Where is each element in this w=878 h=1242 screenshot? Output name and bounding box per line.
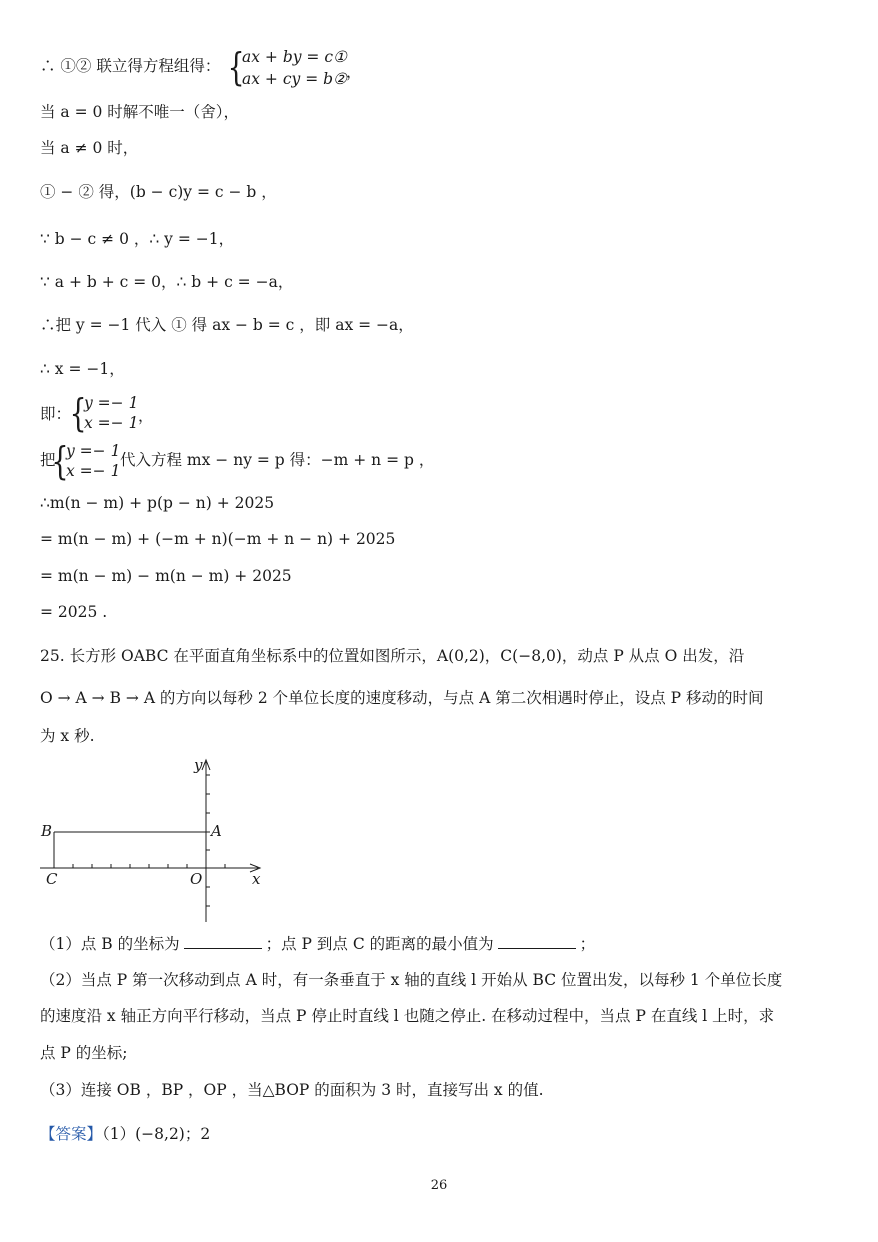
solution-line-12: = m(n − m) + (−m + n)(−m + n − n) + 2025: [40, 530, 396, 548]
y-axis-ticks: [206, 775, 210, 906]
solution-line-3: 当 a ≠ 0 时，: [40, 139, 139, 157]
system1-eq1: ax + by = c①: [242, 48, 347, 66]
answer-blank-1: [184, 933, 262, 949]
system2-suffix: ，: [138, 407, 154, 425]
solution-line-7: ∴把 y = −1 代入 ① 得 ax − b = c ，即 ax = −a，: [40, 316, 414, 334]
solution-line-13: = m(n − m) − m(n − m) + 2025: [40, 567, 292, 585]
label-B: B: [41, 822, 53, 840]
part-1: [40, 933, 595, 954]
system2-eq2: x =− 1: [84, 414, 139, 432]
left-brace-icon: {: [69, 391, 87, 435]
part1-text-c: ；: [579, 935, 596, 953]
label-A: A: [211, 822, 222, 840]
equation-system-2: [70, 392, 160, 438]
part1-text-a: （1）点 B 的坐标为: [40, 935, 180, 953]
x-axis-ticks: [54, 864, 225, 868]
question-25-line-2: O → A → B → A 的方向以每秒 2 个单位长度的速度移动，与点 A 第二次相遇时停止，设点 P 移动的时间: [40, 689, 764, 707]
part-3: （3）连接 OB ，BP ，OP ，当△BOP 的面积为 3 时，直接写出 x 的值.: [40, 1081, 544, 1099]
part-2-line-1: （2）当点 P 第一次移动到点 A 时，有一条垂直于 x 轴的直线 l 开始从 BC 位置出发，以每秒 1 个单位长度: [40, 971, 783, 989]
label-C: C: [46, 870, 58, 888]
system1-suffix: ，: [346, 63, 362, 81]
answer-blank-2: [498, 933, 576, 949]
question-25-line-3: 为 x 秒.: [40, 727, 95, 745]
equation-system-3: [52, 440, 122, 486]
system3-eq1: y =− 1: [66, 442, 121, 460]
part1-text-b: ；点 P 到点 C 的距离的最小值为: [265, 935, 494, 953]
coordinate-figure-svg: [38, 758, 268, 928]
answer-line: [40, 1124, 210, 1144]
label-y: y: [194, 756, 203, 774]
line9-prefix: 即：: [40, 405, 72, 423]
label-O: O: [190, 870, 203, 888]
part-2-line-3: 点 P 的坐标;: [40, 1044, 128, 1062]
solution-line-6: ∵ a + b + c = 0，∴ b + c = −a，: [40, 273, 294, 291]
solution-line-8: ∴ x = −1，: [40, 360, 125, 378]
left-brace-icon: {: [227, 45, 245, 89]
left-brace-icon: {: [51, 439, 69, 483]
part-2-line-2: 的速度沿 x 轴正方向平行移动，当点 P 停止时直线 l 也随之停止. 在移动过程中，当点 P 在直线 l 上时，求: [40, 1007, 775, 1025]
coordinate-figure: [38, 758, 268, 928]
solution-line-10-suffix: 代入方程 mx − ny = p 得：−m + n = p ，: [120, 451, 435, 469]
question-25-line-1: 25. 长方形 OABC 在平面直角坐标系中的位置如图所示，A(0,2)，C(−8,0)，动点 P 从点 O 出发，沿: [40, 647, 745, 665]
answer-tag: 【答案】: [40, 1125, 103, 1143]
solution-line-11: ∴m(n − m) + p(p − n) + 2025: [40, 494, 275, 512]
solution-line-5: ∵ b − c ≠ 0 ，∴ y = −1，: [40, 230, 235, 248]
page-number: 26: [430, 1178, 448, 1193]
system1-eq2: ax + cy = b②: [242, 70, 347, 88]
solution-line-14: = 2025 .: [40, 603, 108, 621]
system3-eq2: x =− 1: [66, 462, 121, 480]
system2-eq1: y =− 1: [84, 394, 139, 412]
solution-line-1: [40, 56, 220, 76]
answer-text: （1）(−8,2)；2: [102, 1125, 211, 1143]
equation-system-1: [227, 45, 362, 92]
line1-prefix: ∴ ①② 联立得方程组得：: [40, 57, 221, 75]
solution-line-2: 当 a = 0 时解不唯一（舍），: [40, 103, 240, 121]
solution-line-4: ① − ② 得，(b − c)y = c − b ，: [40, 183, 277, 201]
solution-line-9: [40, 404, 71, 424]
line10-prefix: 把: [40, 451, 56, 469]
label-x: x: [252, 870, 261, 888]
